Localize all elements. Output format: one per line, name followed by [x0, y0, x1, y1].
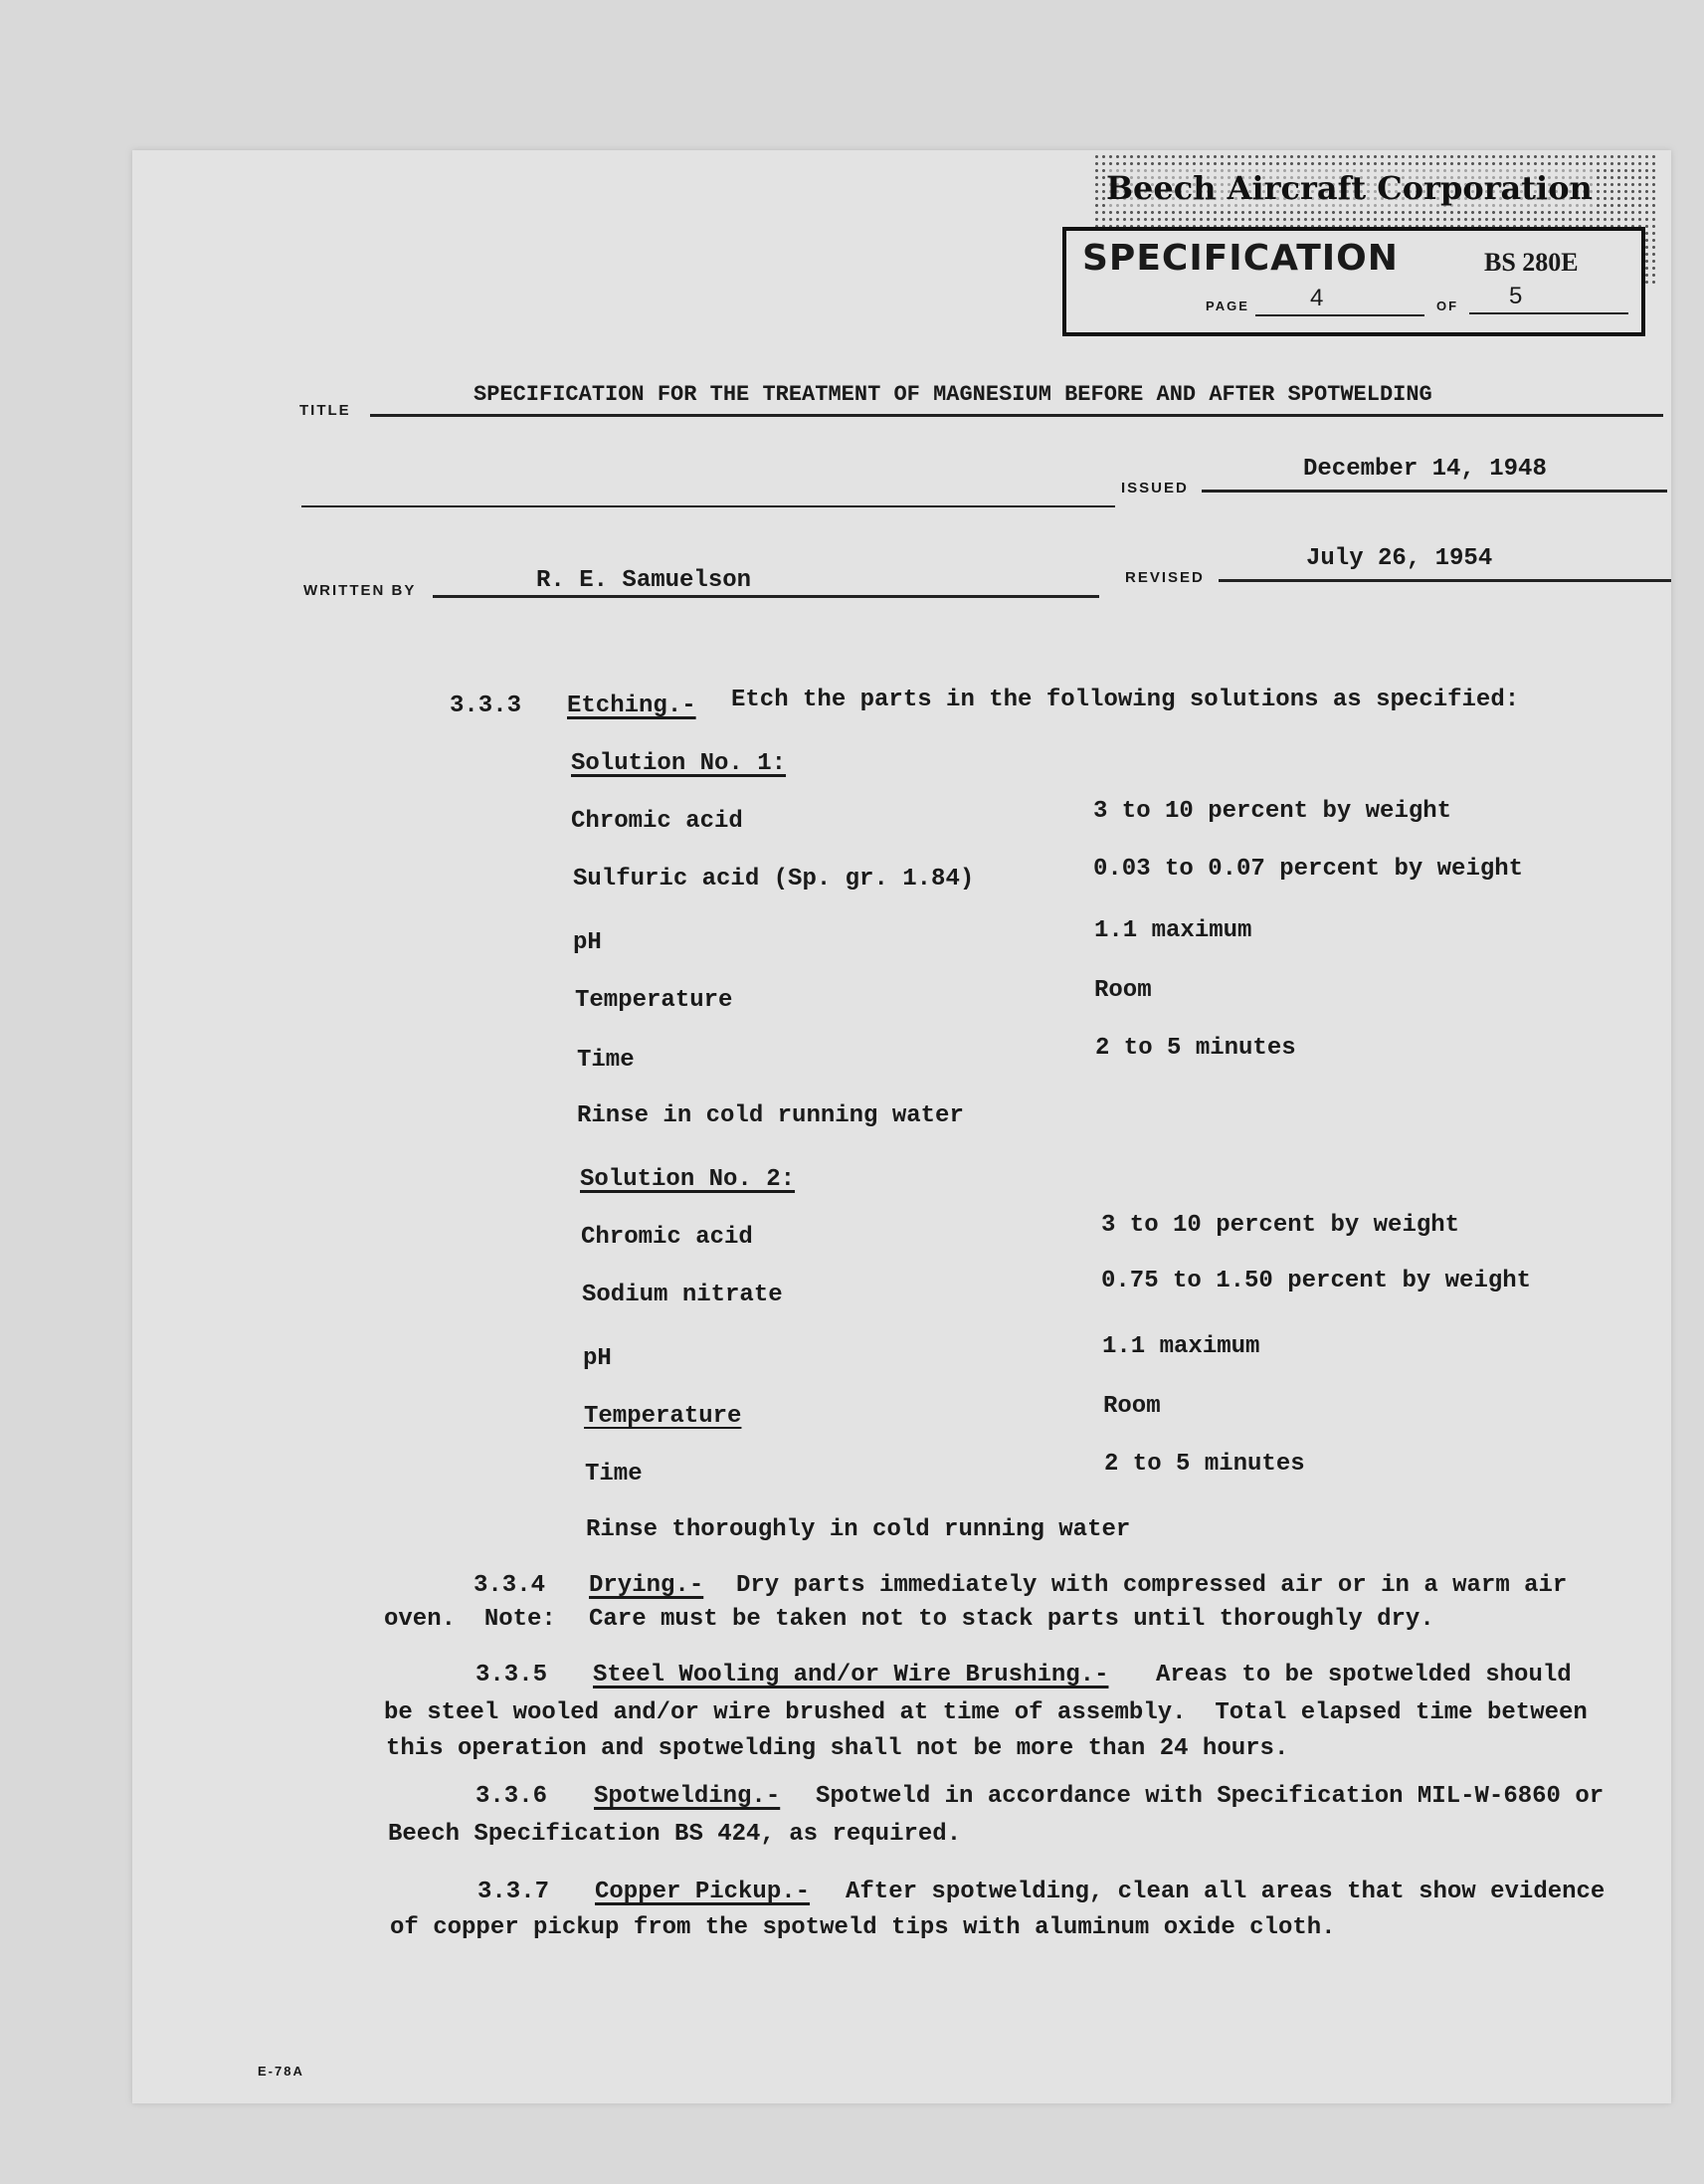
row-value: Room: [1103, 1393, 1161, 1420]
issued-date: December 14, 1948: [1303, 456, 1547, 483]
row-value: 2 to 5 minutes: [1104, 1451, 1305, 1478]
row-value: 3 to 10 percent by weight: [1093, 798, 1452, 825]
paragraph-text: oven. Note:: [384, 1606, 556, 1633]
page-label: PAGE: [1206, 298, 1249, 313]
row-name: Temperature: [575, 987, 733, 1014]
row-name: Sulfuric acid (Sp. gr. 1.84): [573, 866, 975, 893]
paragraph-text: After spotwelding, clean all areas that show evidence: [846, 1879, 1606, 1905]
title-label: TITLE: [299, 402, 351, 419]
row-name: Chromic acid: [581, 1224, 753, 1251]
company-name: Beech Aircraft Corporation: [1106, 169, 1593, 207]
row-name: Temperature: [584, 1403, 742, 1430]
rinse-instruction: Rinse thoroughly in cold running water: [586, 1516, 1131, 1543]
solution-2-heading: Solution No. 2:: [580, 1166, 796, 1193]
row-name: pH: [573, 929, 602, 956]
row-value: 0.03 to 0.07 percent by weight: [1093, 856, 1524, 883]
paragraph-number: 3.3.7: [477, 1879, 550, 1905]
total-pages: 5: [1509, 283, 1523, 309]
paragraph-text: of copper pickup from the spotweld tips with aluminum oxide cloth.: [390, 1914, 1336, 1941]
doc-type: SPECIFICATION: [1082, 238, 1399, 279]
paragraph-text: Dry parts immediately with compressed air or in a warm air: [736, 1572, 1568, 1599]
row-name: Time: [585, 1461, 643, 1488]
paragraph-number: 3.3.5: [475, 1662, 548, 1688]
paragraph-text: Care must be taken not to stack parts until thoroughly dry.: [589, 1606, 1434, 1633]
paragraph-heading: Drying.-: [589, 1572, 704, 1599]
row-name: Time: [577, 1047, 635, 1074]
row-value: 0.75 to 1.50 percent by weight: [1101, 1268, 1532, 1294]
section-number: 3.3.3: [450, 693, 522, 719]
of-label: OF: [1436, 298, 1459, 313]
issued-label: ISSUED: [1121, 480, 1189, 496]
paragraph-text: Areas to be spotwelded should: [1156, 1662, 1572, 1688]
row-name: pH: [583, 1345, 612, 1372]
document-title: SPECIFICATION FOR THE TREATMENT OF MAGNESIUM BEFORE AND AFTER SPOTWELDING: [473, 382, 1432, 407]
paragraph-text: Beech Specification BS 424, as required.: [388, 1821, 962, 1848]
written-by: R. E. Samuelson: [536, 567, 752, 594]
row-value: 3 to 10 percent by weight: [1101, 1212, 1460, 1239]
paragraph-heading: Copper Pickup.-: [595, 1879, 811, 1905]
paragraph-text: Spotweld in accordance with Specification MIL-W-6860 or: [816, 1783, 1605, 1810]
section-intro: Etch the parts in the following solutions as specified:: [731, 687, 1520, 713]
paragraph-number: 3.3.6: [475, 1783, 548, 1810]
row-name: Sodium nitrate: [582, 1282, 783, 1308]
spec-number: BS 280E: [1484, 248, 1579, 277]
revised-label: REVISED: [1125, 569, 1205, 586]
row-name: Chromic acid: [571, 808, 743, 835]
specification-box: [1062, 227, 1645, 336]
written-by-label: WRITTEN BY: [303, 582, 417, 599]
paragraph-text: be steel wooled and/or wire brushed at time of assembly. Total elapsed time between: [384, 1699, 1588, 1726]
form-number: E-78A: [258, 2064, 304, 2079]
page-number: 4: [1310, 285, 1324, 311]
paragraph-heading: Steel Wooling and/or Wire Brushing.-: [593, 1662, 1109, 1688]
row-value: 1.1 maximum: [1094, 917, 1252, 944]
paragraph-text: this operation and spotwelding shall not be more than 24 hours.: [386, 1735, 1289, 1762]
row-value: 1.1 maximum: [1102, 1333, 1260, 1360]
section-heading: Etching.-: [567, 693, 696, 719]
rinse-instruction: Rinse in cold running water: [577, 1102, 964, 1129]
solution-1-heading: Solution No. 1:: [571, 750, 787, 777]
paragraph-heading: Spotwelding.-: [594, 1783, 781, 1810]
row-value: 2 to 5 minutes: [1095, 1035, 1296, 1062]
revised-date: July 26, 1954: [1306, 545, 1493, 572]
row-value: Room: [1094, 977, 1152, 1004]
paragraph-number: 3.3.4: [473, 1572, 546, 1599]
